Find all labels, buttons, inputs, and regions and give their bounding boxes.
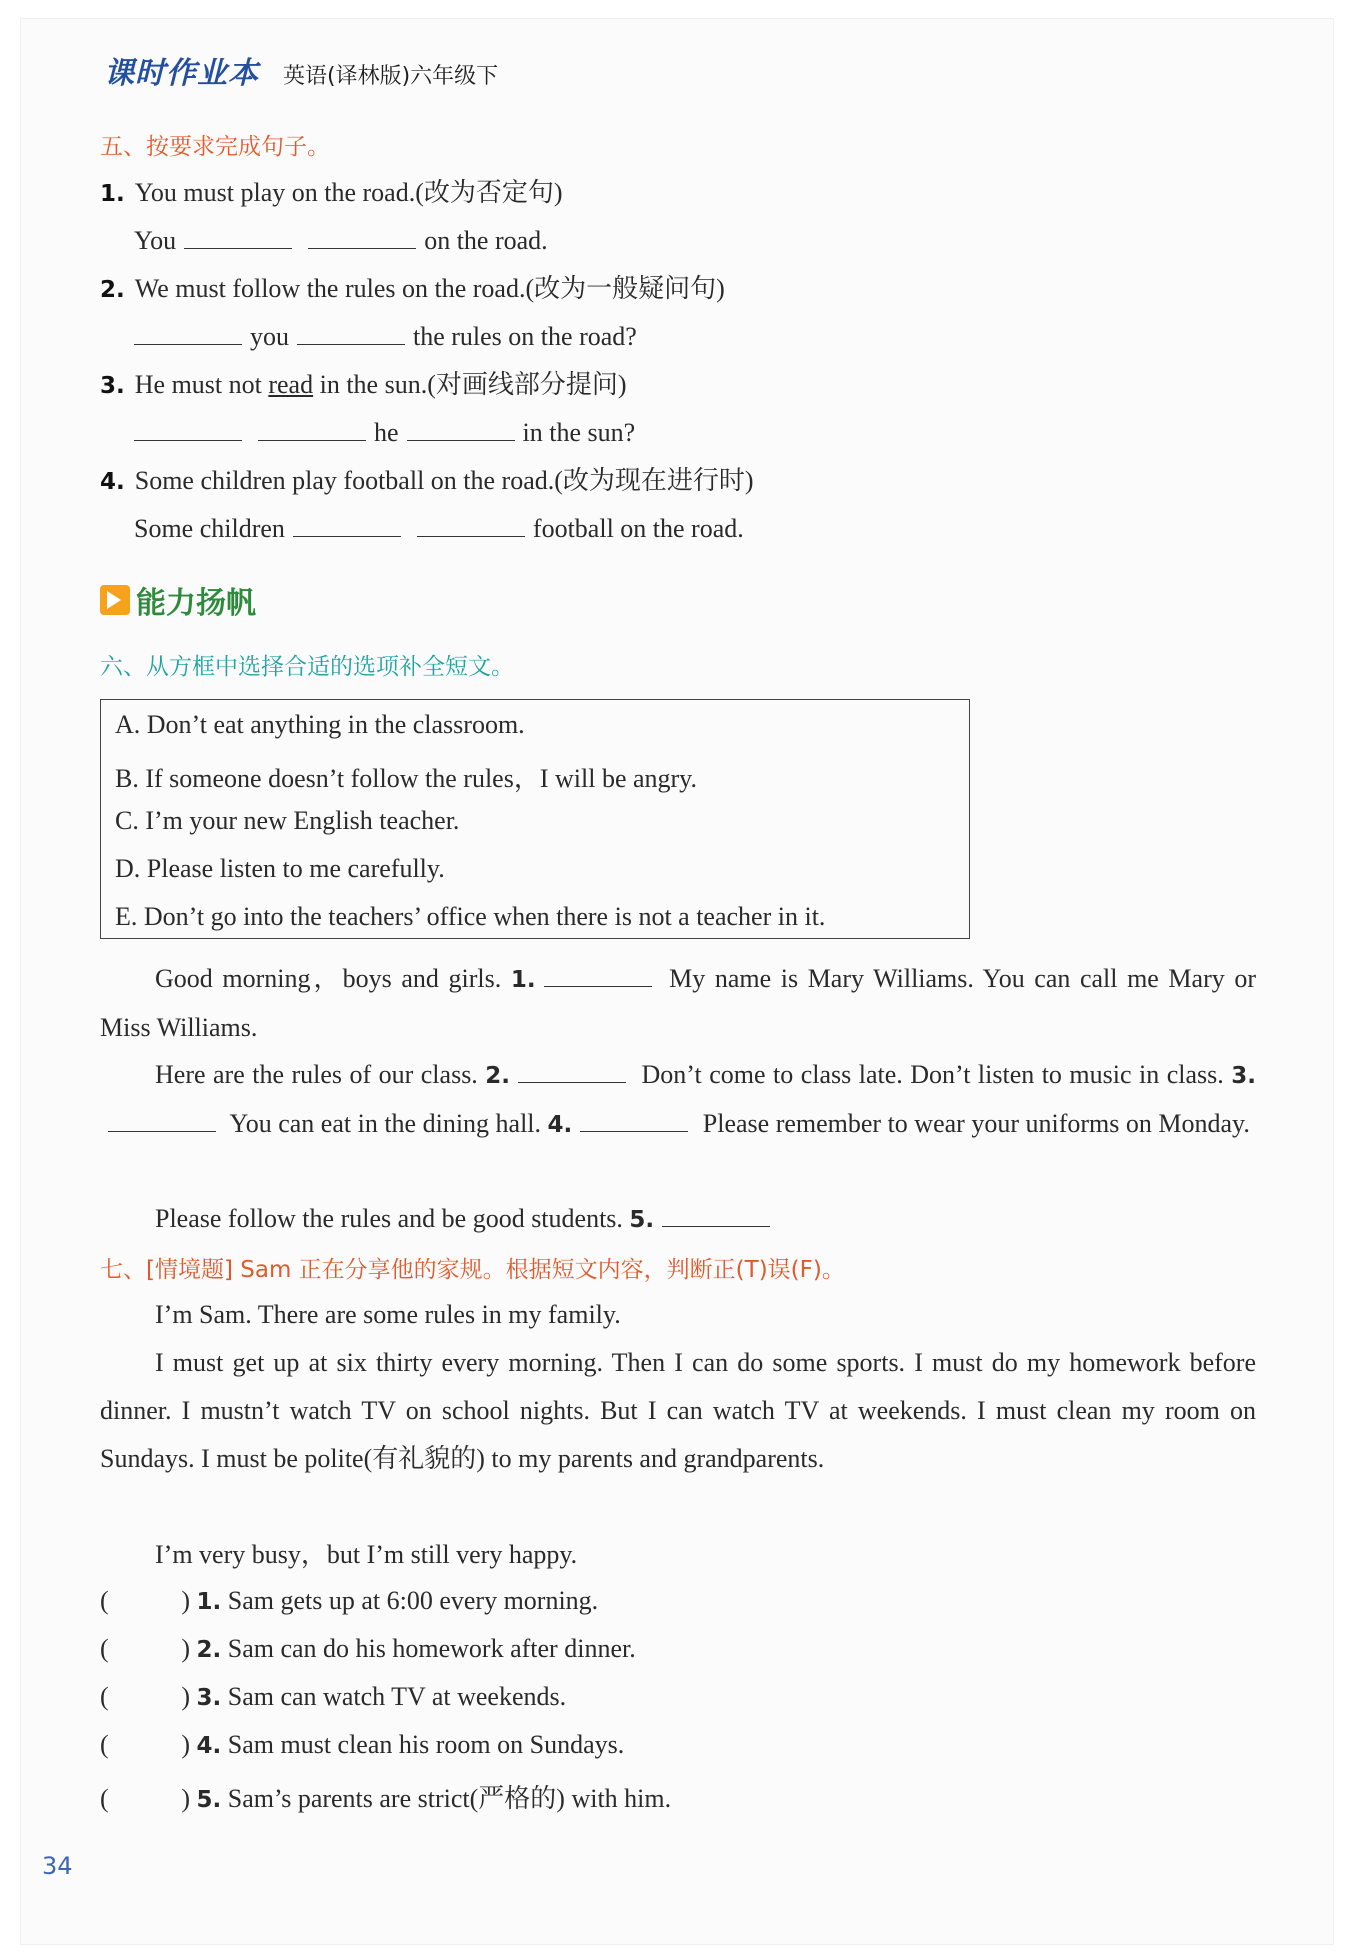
answer-suffix: in the sun?	[522, 418, 636, 447]
answer-suffix: the rules on the road?	[413, 322, 637, 351]
s5-a2	[126, 322, 637, 352]
blank-number: 4.	[547, 1112, 573, 1138]
question-text-before: He must not	[134, 370, 269, 399]
item-text: Sam can watch TV at weekends.	[227, 1682, 567, 1711]
blank-number: 3.	[1231, 1063, 1256, 1089]
answer-blank[interactable]	[258, 418, 366, 441]
answer-suffix: football on the road.	[532, 514, 744, 543]
passage-paragraph-1	[100, 955, 1256, 1052]
page-number: 34	[42, 1852, 73, 1880]
passage-text: Here are the rules of our class.	[155, 1060, 478, 1089]
item-number: 2.	[196, 1637, 222, 1663]
answer-blank[interactable]	[407, 418, 515, 441]
item-text: Sam’s parents are strict(严格的) with him.	[227, 1784, 672, 1813]
item-text: Sam must clean his room on Sundays.	[227, 1730, 625, 1759]
answer-blank[interactable]	[293, 514, 401, 537]
question-text-after: in the sun.(对画线部分提问)	[313, 370, 627, 399]
passage-blank[interactable]	[518, 1060, 626, 1083]
brand-title: 课时作业本	[104, 56, 259, 91]
s5-q4	[100, 466, 754, 497]
answer-blank[interactable]	[134, 322, 242, 345]
answer-prefix: You	[134, 226, 177, 255]
passage-blank[interactable]	[544, 964, 652, 987]
passage-blank[interactable]	[108, 1109, 216, 1132]
blank-number: 5.	[629, 1207, 655, 1233]
item-number: 5.	[196, 1787, 222, 1813]
s5-a1	[134, 226, 548, 256]
s5-q2	[100, 274, 725, 305]
ability-heading	[100, 578, 256, 622]
story-paragraph-1: I’m Sam. There are some rules in my family.	[155, 1300, 621, 1329]
tf-item-2	[100, 1634, 636, 1664]
question-number: 4.	[100, 469, 125, 495]
passage-text: Please remember to wear your uniforms on Monday.	[702, 1109, 1250, 1138]
page-header	[104, 48, 498, 92]
answer-mid: he	[374, 418, 399, 447]
sail-flag-icon	[100, 585, 130, 615]
tf-item-1	[100, 1586, 598, 1616]
option-d: D. Please listen to me carefully.	[115, 854, 445, 883]
item-number: 4.	[196, 1733, 222, 1759]
item-text: Sam can do his homework after dinner.	[227, 1634, 636, 1663]
s5-a3	[126, 418, 635, 448]
passage-text: My name is Mary Williams. You can call me Mary or Miss Williams.	[100, 964, 1256, 1042]
answer-blank[interactable]	[184, 226, 292, 249]
answer-bracket[interactable]: ( )	[100, 1634, 190, 1663]
answer-bracket[interactable]: ( )	[100, 1784, 190, 1813]
blank-number: 2.	[485, 1063, 511, 1089]
section6-title: 六、从方框中选择合适的选项补全短文。	[100, 654, 514, 680]
passage-text: Don’t come to class late. Don’t listen to music in class.	[641, 1060, 1224, 1089]
answer-suffix: on the road.	[424, 226, 548, 255]
ability-title: 能力扬帆	[136, 586, 256, 621]
item-number: 1.	[196, 1589, 222, 1615]
s5-q3	[100, 370, 627, 401]
question-number: 2.	[100, 277, 125, 303]
question-text: You must play on the road.(改为否定句)	[134, 178, 563, 207]
passage-blank[interactable]	[662, 1204, 770, 1227]
answer-mid: you	[250, 322, 289, 351]
answer-bracket[interactable]: ( )	[100, 1682, 190, 1711]
subject-title: 英语(译林版)六年级下	[283, 64, 499, 89]
item-number: 3.	[196, 1685, 222, 1711]
passage-paragraph-2	[100, 1051, 1256, 1149]
question-number: 3.	[100, 373, 125, 399]
answer-blank[interactable]	[308, 226, 416, 249]
options-box	[100, 699, 970, 939]
passage-text: Good morning，boys and girls.	[155, 964, 502, 993]
item-text: Sam gets up at 6:00 every morning.	[227, 1586, 599, 1615]
question-number: 1.	[100, 181, 125, 207]
section5-title: 五、按要求完成句子。	[100, 134, 330, 160]
s5-q1	[100, 178, 563, 209]
passage-blank[interactable]	[580, 1109, 688, 1132]
answer-prefix: Some children	[134, 514, 285, 543]
passage-text: Please follow the rules and be good students.	[155, 1204, 623, 1233]
tf-item-3	[100, 1682, 566, 1712]
option-e: E. Don’t go into the teachers’ office when there is not a teacher in it.	[115, 902, 826, 931]
underlined-word: read	[268, 370, 314, 399]
question-text: Some children play football on the road.(改为现在进行时)	[134, 466, 754, 495]
option-b: B. If someone doesn’t follow the rules，I will be angry.	[115, 764, 697, 793]
section7-title: 七、[情境题] Sam 正在分享他的家规。根据短文内容，判断正(T)误(F)。	[100, 1257, 845, 1283]
answer-blank[interactable]	[297, 322, 405, 345]
passage-paragraph-3	[100, 1195, 1256, 1244]
tf-item-4	[100, 1730, 624, 1760]
option-c: C. I’m your new English teacher.	[115, 806, 460, 835]
answer-blank[interactable]	[417, 514, 525, 537]
option-a: A. Don’t eat anything in the classroom.	[115, 710, 525, 739]
question-text: We must follow the rules on the road.(改为一般疑问句)	[134, 274, 725, 303]
answer-blank[interactable]	[134, 418, 242, 441]
passage-text: You can eat in the dining hall.	[229, 1109, 542, 1138]
tf-item-5	[100, 1778, 671, 1815]
blank-number: 1.	[510, 967, 536, 993]
story-paragraph-2: I must get up at six thirty every morning. Then I can do some sports. I must do my homework before dinner. I mustn’t watch TV on school nights. But I can watch TV at weekends. I must clean my room on Sundays. I must be polite(有礼貌的) to my parents and grandparents.	[100, 1348, 1256, 1473]
s5-a4	[134, 514, 744, 544]
story-paragraph-3: I’m very busy，but I’m still very happy.	[155, 1540, 578, 1569]
answer-bracket[interactable]: ( )	[100, 1730, 190, 1759]
answer-bracket[interactable]: ( )	[100, 1586, 190, 1615]
